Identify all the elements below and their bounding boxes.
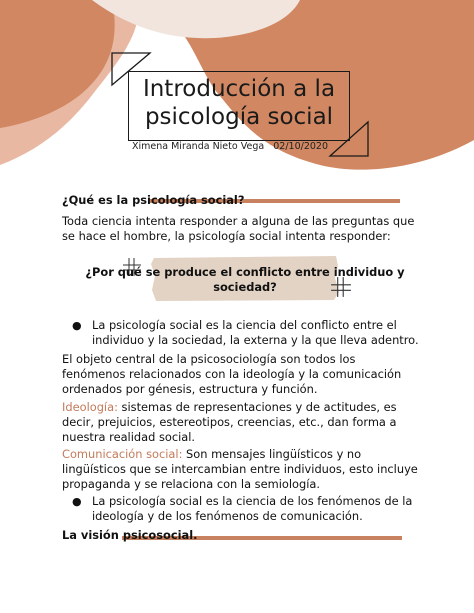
title-line-1: Introducción a la xyxy=(142,76,336,102)
section-heading-question: ¿Qué es la psicología social? xyxy=(62,193,245,207)
comunicacion-text: Son mensajes lingüísticos y no lingüísticos que se intercambian entre individuos, esto incluye propaganda y se relaciona con la semiología. xyxy=(62,447,418,491)
ideologia-text: sistemas de representaciones y de actitudes, es decir, prejuicios, estereotipos, creencias, etc., dan forma a nuestra realidad social. xyxy=(62,400,397,444)
comunicacion-paragraph xyxy=(62,447,422,492)
bullet-item-1: La psicología social es la ciencia del conflicto entre el individuo y la sociedad, la externa y la que lleva adentro. xyxy=(92,318,419,347)
byline xyxy=(132,141,328,152)
section-heading-vision: La visión psicosocial. xyxy=(62,528,198,542)
bullet-dot-icon: ● xyxy=(72,495,82,508)
ideologia-label: Ideología: xyxy=(62,400,118,414)
title-line-2: psicología social xyxy=(144,104,334,130)
terracotta-shape-left xyxy=(0,0,115,128)
comunicacion-label: Comunicación social: xyxy=(62,447,183,461)
document-date: 02/10/2020 xyxy=(273,141,328,152)
document-title xyxy=(128,75,350,131)
ideologia-paragraph xyxy=(62,400,422,445)
object-paragraph: El objeto central de la psicosociología son todos los fenómenos relacionados con la ideología y la comunicación ordenados por génesis, estructura y función. xyxy=(62,352,402,396)
bullet-dot-icon: ● xyxy=(72,319,82,332)
author-name: Ximena Miranda Nieto Vega xyxy=(132,141,265,152)
bullet-item-2: La psicología social es la ciencia de los fenómenos de la ideología y de los fenómenos de comunicación. xyxy=(92,494,413,523)
intro-paragraph: Toda ciencia intenta responder a alguna de las preguntas que se hace el hombre, la psicología social intenta responder: xyxy=(62,214,415,243)
central-question: ¿Por qué se produce el conflicto entre individuo y sociedad? xyxy=(85,265,405,294)
